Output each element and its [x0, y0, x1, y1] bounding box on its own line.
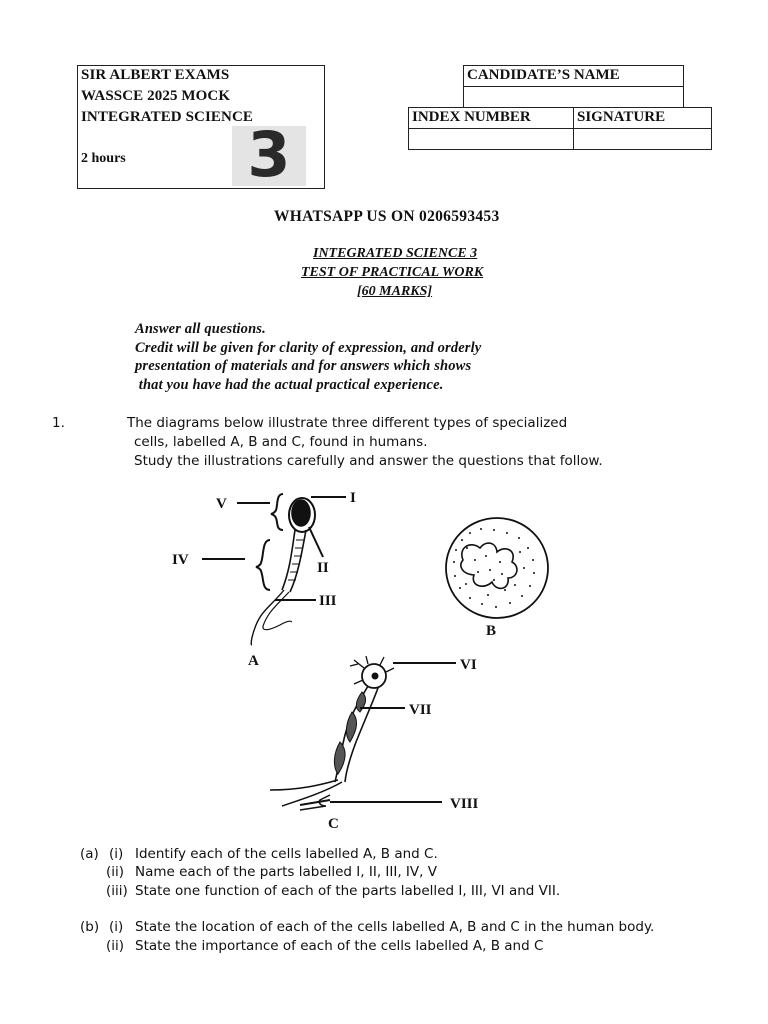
index-signature-box [408, 107, 712, 150]
exam-duration: 2 hours [81, 151, 126, 166]
question-intro-line: The diagrams below illustrate three different types of specialized [127, 415, 568, 431]
whatsapp-contact: WHATSAPP US ON 0206593453 [274, 208, 500, 225]
exam-series: WASSCE 2025 MOCK [81, 88, 231, 104]
instruction-line: that you have had the actual practical experience. [135, 376, 444, 393]
instruction-line: presentation of materials and for answers which shows [135, 358, 472, 375]
label-c: C [328, 816, 339, 832]
question-intro-line: cells, labelled A, B and C, found in humans. [134, 434, 428, 450]
part-b-i-text: State the location of each of the cells labelled A, B and C in the human body. [135, 919, 655, 935]
paper-number-badge: 3 [232, 126, 306, 186]
index-number-label: INDEX NUMBER [409, 108, 574, 129]
label-v: V [216, 496, 227, 512]
index-signature-divider [573, 128, 574, 149]
label-iii: III [319, 593, 337, 609]
label-viii: VIII [450, 796, 479, 812]
paper-title: INTEGRATED SCIENCE 3 [313, 246, 478, 261]
candidate-name-box [463, 65, 684, 108]
exam-body: SIR ALBERT EXAMS [81, 67, 230, 83]
part-b-ii-text: State the importance of each of the cells labelled A, B and C [135, 938, 544, 954]
part-a-i-label: (i) [109, 846, 124, 862]
part-a-ii-text: Name each of the parts labelled I, II, III, IV, V [135, 864, 437, 880]
part-a-iii-text: State one function of each of the parts labelled I, III, VI and VII. [135, 883, 561, 899]
paper-subtitle: TEST OF PRACTICAL WORK [301, 265, 484, 280]
part-a-i-text: Identify each of the cells labelled A, B and C. [135, 846, 438, 862]
part-a-iii-label: (iii) [106, 883, 128, 899]
instruction-line: Credit will be given for clarity of expression, and orderly [135, 339, 482, 356]
exam-subject: INTEGRATED SCIENCE [81, 109, 253, 125]
instruction-line: Answer all questions. [135, 321, 266, 337]
label-vi: VI [460, 657, 477, 673]
part-b-i-label: (i) [109, 919, 124, 935]
cell-a-sperm [251, 494, 315, 645]
label-a: A [248, 653, 259, 669]
signature-label: SIGNATURE [574, 108, 711, 129]
part-b-ii-label: (ii) [106, 938, 125, 954]
part-a-label: (a) [80, 846, 99, 862]
label-vii: VII [409, 702, 432, 718]
exam-header-box [77, 65, 325, 189]
cell-c-neuron [270, 656, 394, 810]
part-b-label: (b) [80, 919, 100, 935]
specialized-cells-diagram [0, 480, 768, 840]
candidate-name-label: CANDIDATE’S NAME [464, 66, 683, 87]
instructions [135, 320, 481, 394]
cell-b-white-blood-cell [446, 518, 548, 618]
label-i: I [350, 490, 356, 506]
label-ii: II [317, 560, 329, 576]
question-number: 1. [52, 415, 65, 431]
paper-marks: [60 MARKS] [357, 284, 433, 299]
label-iv: IV [172, 552, 189, 568]
part-a-ii-label: (ii) [106, 864, 125, 880]
question-intro-line: Study the illustrations carefully and answer the questions that follow. [134, 453, 603, 469]
label-b: B [486, 623, 497, 639]
